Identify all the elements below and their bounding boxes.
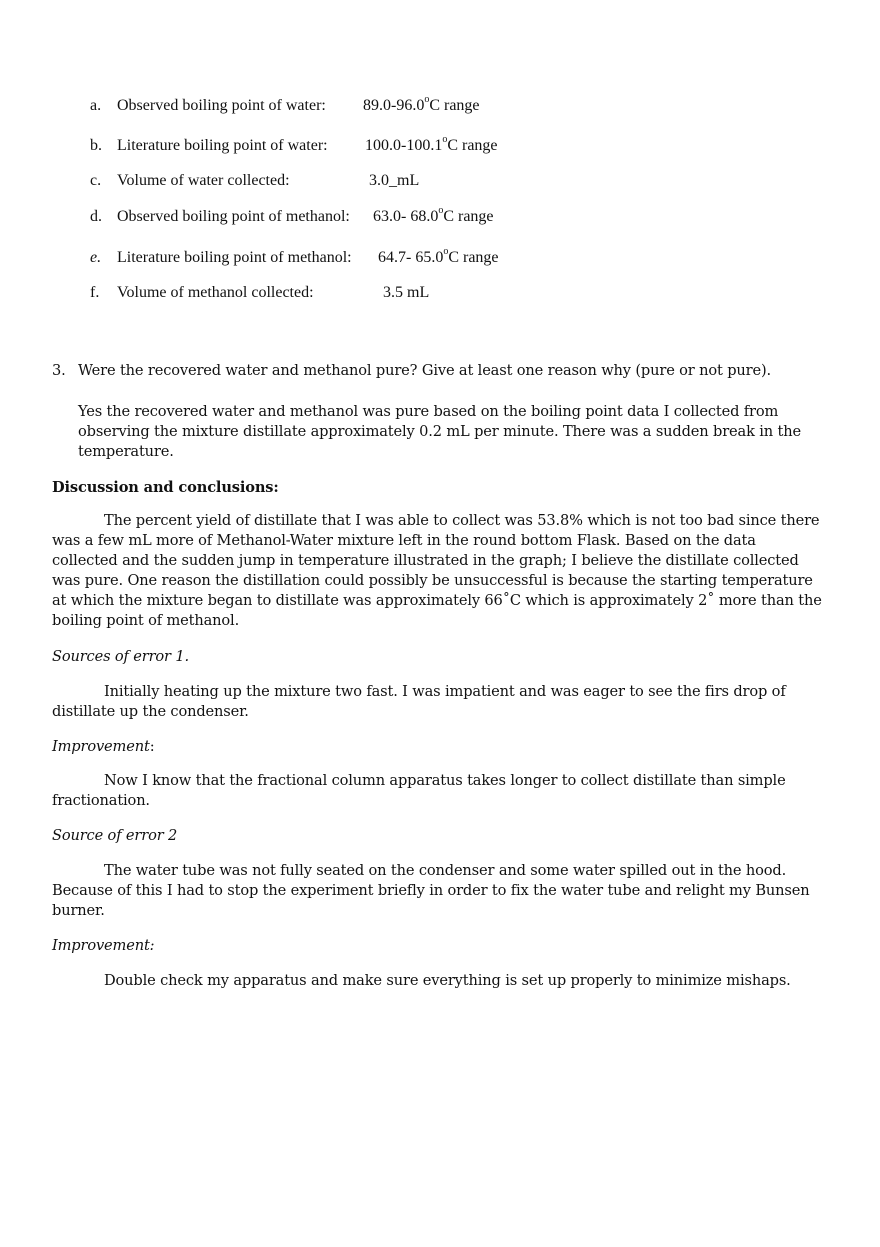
- paragraph-line: boiling point of methanol.: [52, 612, 240, 629]
- error1-heading: Sources of error 1.: [52, 648, 189, 665]
- improvement1-heading: Improvement:: [52, 738, 155, 755]
- item-letter: b.: [90, 137, 102, 154]
- item-value: 64.7- 65.0$^o$C range: [378, 245, 499, 266]
- discussion-heading: Discussion and conclusions:: [52, 479, 279, 496]
- improvement2-heading: Improvement:: [52, 937, 155, 954]
- item-value: 63.0- 68.0$^o$C range: [373, 204, 494, 225]
- item-label: Literature boiling point of water:: [117, 137, 328, 154]
- question-number: 3.: [52, 362, 66, 379]
- item-letter: c.: [90, 172, 102, 189]
- answer-line: Yes the recovered water and methanol was pure based on the boiling point data I collected from: [78, 403, 779, 420]
- question-text: Were the recovered water and methanol pure? Give at least one reason why (pure or not pure).: [78, 362, 771, 379]
- paragraph-line: fractionation.: [52, 792, 150, 809]
- answer-block: [78, 402, 801, 462]
- item-label: Literature boiling point of methanol:: [117, 249, 352, 266]
- item-value: 3.0_mL: [369, 172, 420, 189]
- paragraph-line: was a few mL more of Methanol-Water mixture left in the round bottom Flask. Based on the data: [52, 532, 756, 549]
- paragraph-line: at which the mixture began to distillate was approximately 66˚C which is approximately 2˚ more than the: [52, 592, 822, 609]
- item-label: Observed boiling point of methanol:: [117, 208, 350, 225]
- item-value: 89.0-96.0$^o$C range: [363, 93, 480, 114]
- paragraph-line: Double check my apparatus and make sure everything is set up properly to minimize mishaps.: [104, 972, 791, 989]
- item-value: 100.0-100.1$^o$C range: [365, 133, 498, 154]
- item-letter: f.: [90, 284, 100, 301]
- paragraph-line: Now I know that the fractional column apparatus takes longer to collect distillate than simple: [104, 772, 786, 789]
- paragraph-line: The water tube was not fully seated on the condenser and some water spilled out in the hood.: [104, 862, 787, 879]
- error2-paragraph: [52, 861, 809, 921]
- item-label: Volume of methanol collected:: [117, 284, 314, 301]
- paragraph-line: The percent yield of distillate that I was able to collect was 53.8% which is not too bad since there: [104, 512, 820, 529]
- answer-line: temperature.: [78, 443, 174, 460]
- item-letter: a.: [90, 97, 102, 114]
- error2-heading: Source of error 2: [52, 827, 178, 844]
- item-value: 3.5 mL: [383, 284, 430, 301]
- item-label: Volume of water collected:: [117, 172, 290, 189]
- paragraph-line: burner.: [52, 902, 105, 919]
- item-letter: d.: [90, 208, 102, 225]
- improvement2-paragraph: [104, 971, 791, 991]
- item-letter: e.: [90, 249, 102, 266]
- paragraph-line: Initially heating up the mixture two fast. I was impatient and was eager to see the firs drop of: [104, 683, 786, 700]
- paragraph-line: Because of this I had to stop the experiment briefly in order to fix the water tube and relight my Bunsen: [52, 882, 810, 899]
- paragraph-line: was pure. One reason the distillation could possibly be unsuccessful is because the starting temperature: [52, 572, 813, 589]
- answer-line: observing the mixture distillate approximately 0.2 mL per minute. There was a sudden break in the: [78, 423, 801, 440]
- improvement1-paragraph: [52, 771, 786, 811]
- error1-paragraph: [52, 682, 786, 722]
- item-label: Observed boiling point of water:: [117, 97, 326, 114]
- paragraph-line: distillate up the condenser.: [52, 703, 249, 720]
- paragraph-line: collected and the sudden jump in temperature illustrated in the graph; I believe the distillate collected: [52, 552, 799, 569]
- discussion-paragraph: [52, 511, 822, 631]
